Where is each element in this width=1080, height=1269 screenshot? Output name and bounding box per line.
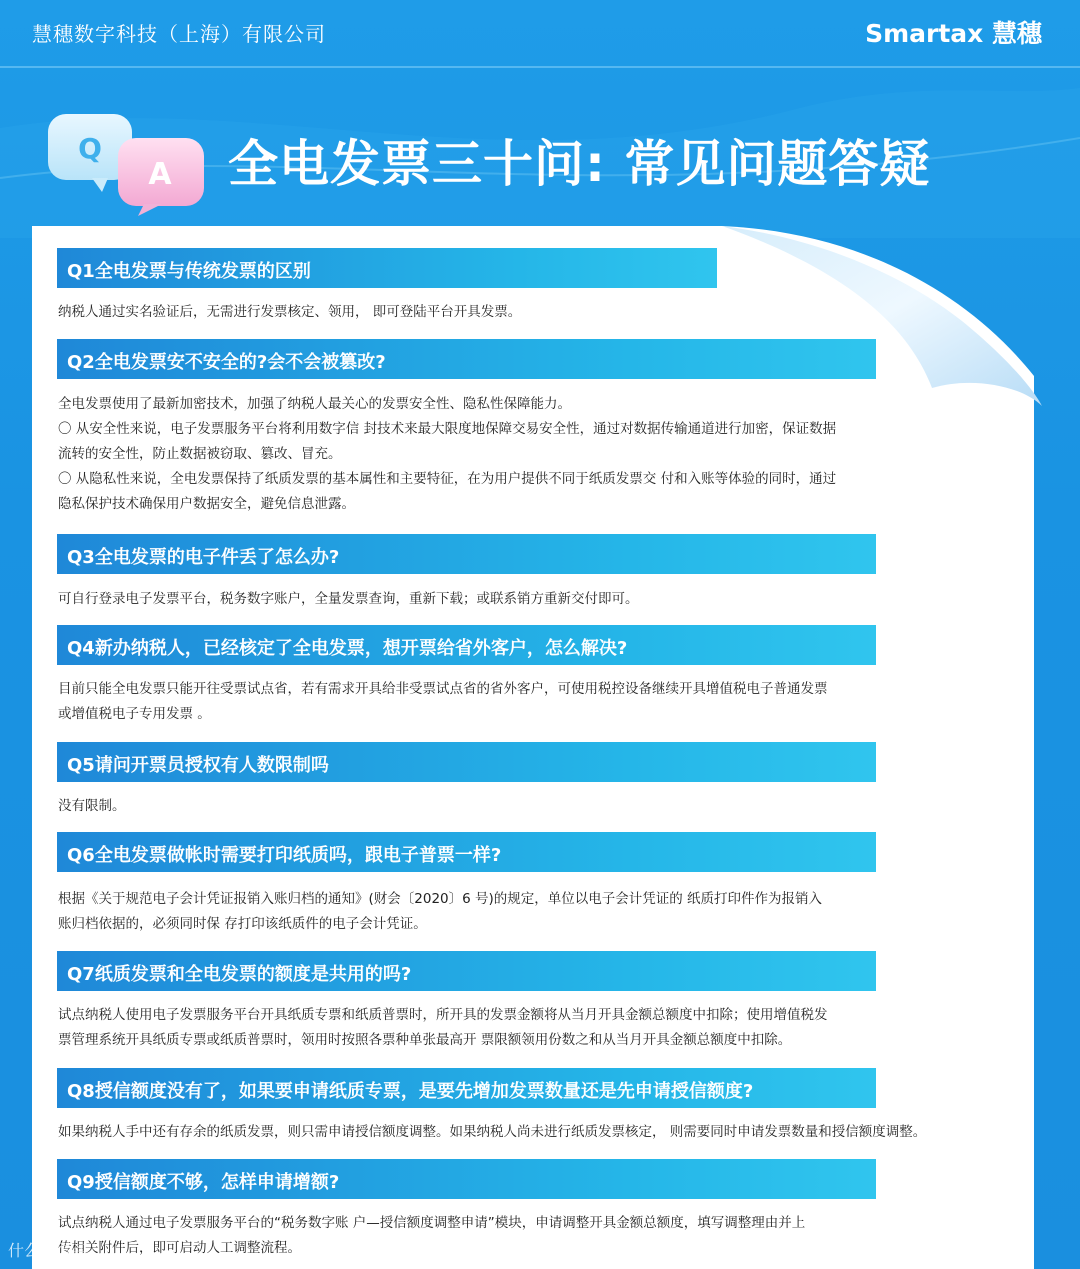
answer-line: 隐私保护技术确保用户数据安全，避免信息泄露。 [58, 496, 355, 512]
answer-line: 如果纳税人手中还有存余的纸质发票，则只需申请授信额度调整。如果纳税人尚未进行纸质发票核定， 则需要同时申请发票数量和授信额度调整。 [58, 1124, 927, 1140]
question-bar-9 [57, 1159, 876, 1199]
question-bar-3 [57, 534, 876, 574]
question-bar-2 [57, 339, 876, 379]
answer-line: 可自行登录电子发票平台，税务数字账户，全量发票查询，重新下载；或联系销方重新交付即可。 [58, 591, 639, 607]
question-title: Q6全电发票做帐时需要打印纸质吗，跟电子普票一样? [67, 845, 502, 866]
answer-5 [58, 794, 1008, 819]
answer-line: 目前只能全电发票只能开往受票试点省，若有需求开具给非受票试点省的省外客户，可使用税控设备继续开具增值税电子普通发票 [58, 681, 828, 697]
question-title: Q8授信额度没有了，如果要申请纸质专票，是要先增加发票数量还是先申请授信额度? [67, 1081, 754, 1102]
faq-list [32, 226, 1050, 1269]
question-title: Q2全电发票安不安全的?会不会被篡改? [67, 352, 386, 373]
watermark: 什么值得买 [8, 1241, 89, 1260]
answer-line: 试点纳税人通过电子发票服务平台的“税务数字账 户—授信额度调整申请”模块，申请调整开具金额总额度，填写调整理由并上 [58, 1215, 806, 1231]
answer-line: 没有限制。 [58, 798, 126, 814]
answer-line: 试点纳税人使用电子发票服务平台开具纸质专票和纸质普票时，所开具的发票金额将从当月开具金额总额度中扣除；使用增值税发 [58, 1007, 828, 1023]
question-title: Q1全电发票与传统发票的区别 [67, 261, 311, 282]
company-name: 慧穗数字科技（上海）有限公司 [32, 22, 326, 46]
brand-logo: Smartax 慧穗 [865, 19, 1042, 48]
qa-icon-a: A [148, 157, 172, 192]
answer-line: 〇 从安全性来说，电子发票服务平台将利用数字信 封技术来最大限度地保障交易安全性，通过对数据传输通道进行加密，保证数据 [58, 421, 837, 437]
question-bar-7 [57, 951, 876, 991]
answer-2 [58, 392, 1008, 517]
qa-bubble-icon [44, 112, 214, 217]
answer-9 [58, 1211, 1008, 1261]
page-title: 全电发票三十问: 常见问题答疑 [228, 135, 931, 193]
answer-line: 纳税人通过实名验证后，无需进行发票核定、领用， 即可登陆平台开具发票。 [58, 304, 522, 320]
answer-line: 流转的安全性，防止数据被窃取、篡改、冒充。 [58, 446, 342, 462]
answer-line: 根据《关于规范电子会计凭证报销入账归档的通知》(财会〔2020〕6 号)的规定，单位以电子会计凭证的 纸质打印件作为报销入 [58, 891, 823, 907]
question-bar-6 [57, 832, 876, 872]
question-bar-4 [57, 625, 876, 665]
answer-line: 〇 从隐私性来说，全电发票保持了纸质发票的基本属性和主要特征，在为用户提供不同于纸质发票交 付和入账等体验的同时，通过 [58, 471, 837, 487]
answer-line: 票管理系统开具纸质专票或纸质普票时，领用时按照各票种单张最高开 票限额领用份数之和从当月开具金额总额度中扣除。 [58, 1032, 792, 1048]
question-bar-8 [57, 1068, 876, 1108]
answer-6 [58, 887, 1008, 937]
question-title: Q9授信额度不够，怎样申请增额? [67, 1172, 340, 1193]
answer-3 [58, 587, 1008, 612]
question-bar-1 [57, 248, 717, 288]
answer-line: 全电发票使用了最新加密技术，加强了纳税人最关心的发票安全性、隐私性保障能力。 [58, 396, 571, 412]
answer-line: 传相关附件后，即可启动人工调整流程。 [58, 1240, 301, 1256]
qa-icon-q: Q [78, 132, 102, 165]
question-bar-5 [57, 742, 876, 782]
answer-line: 账归档依据的，必须同时保 存打印该纸质件的电子会计凭证。 [58, 916, 427, 932]
question-title: Q5请问开票员授权有人数限制吗 [67, 755, 329, 776]
answer-1 [58, 300, 1008, 325]
question-title: Q3全电发票的电子件丢了怎么办? [67, 547, 340, 568]
faq-card [32, 226, 1050, 1269]
answer-4 [58, 677, 1008, 727]
answer-line: 或增值税电子专用发票 。 [58, 706, 211, 722]
top-bar [0, 0, 1080, 68]
answer-7 [58, 1003, 1008, 1053]
question-title: Q7纸质发票和全电发票的额度是共用的吗? [67, 964, 412, 985]
answer-8 [58, 1120, 1008, 1145]
question-title: Q4新办纳税人，已经核定了全电发票，想开票给省外客户，怎么解决? [67, 638, 628, 659]
